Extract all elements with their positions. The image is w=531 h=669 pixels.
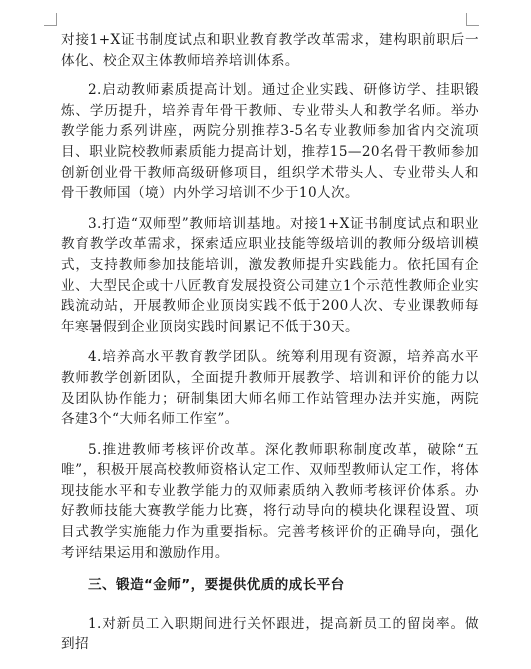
paragraph-teacher-quality-plan: 2.启动教师素质提高计划。通过企业实践、研修访学、挂职锻炼、学历提升，培养青年骨干教师、专业带头人和教学名师。举办教学能力系列讲座，两院分别推荐3-5名专业教师参加省内交流项目、职业院校教师素质能力提高计划，推荐15—20名骨干教师参加创新创业骨干教师高级研修项目，组织学术带头人、专业带头人和骨干教师国（境）内外学习培训不少于10人次。	[61, 82, 479, 202]
page-corner-mark-top-left	[44, 13, 57, 26]
document-body	[61, 30, 479, 655]
paragraph-continuation: 对接1+X证书制度试点和职业教育教学改革需求，建构职前职后一体化、校企双主体教师培养培训体系。	[61, 32, 479, 69]
page-corner-mark-top-right	[466, 13, 479, 26]
paragraph-teaching-team: 4.培养高水平教育教学团队。统筹利用现有资源，培养高水平教师教学创新团队，全面提升教师开展教学、培训和评价的能力以及团队协作能力；研制集团大师名师工作站管理办法并实施，两院各建3个“大师名师工作室”。	[61, 349, 479, 428]
section-heading: 三、锻造“金师”，要提供优质的成长平台	[88, 577, 345, 594]
paragraph-dual-teacher-base: 3.打造“双师型”教师培训基地。对接1+X证书制度试点和职业教育教学改革需求，探索适应职业技能等级培训的教师分级培训模式，支持教师参加技能培训，激发教师提升实践能力。依托国有企业、大型民企或十八匠教育发展投资公司建立1个示范性教师企业实践流动站，开展教师企业顶岗实践不低于200人次、专业课教师每年寒暑假到企业顶岗实践时间累记不低于30天。	[61, 215, 479, 335]
paragraph-new-staff: 1.对新员工入职期间进行关怀跟进，提高新员工的留岗率。做到招	[61, 615, 479, 653]
paragraph-evaluation-reform: 5.推进教师考核评价改革。深化教师职称制度改革，破除“五唯”，积极开展高校教师资格认定工作、双师型教师认定工作，将体现技能水平和专业教学能力的双师素质纳入教师考核评价体系。办好教师技能大赛教学能力比赛，将行动导向的模块化课程设置、项目式教学实施能力作为重要指标。完善考核评价的正确导向，强化考评结果运用和激励作用。	[61, 441, 479, 561]
